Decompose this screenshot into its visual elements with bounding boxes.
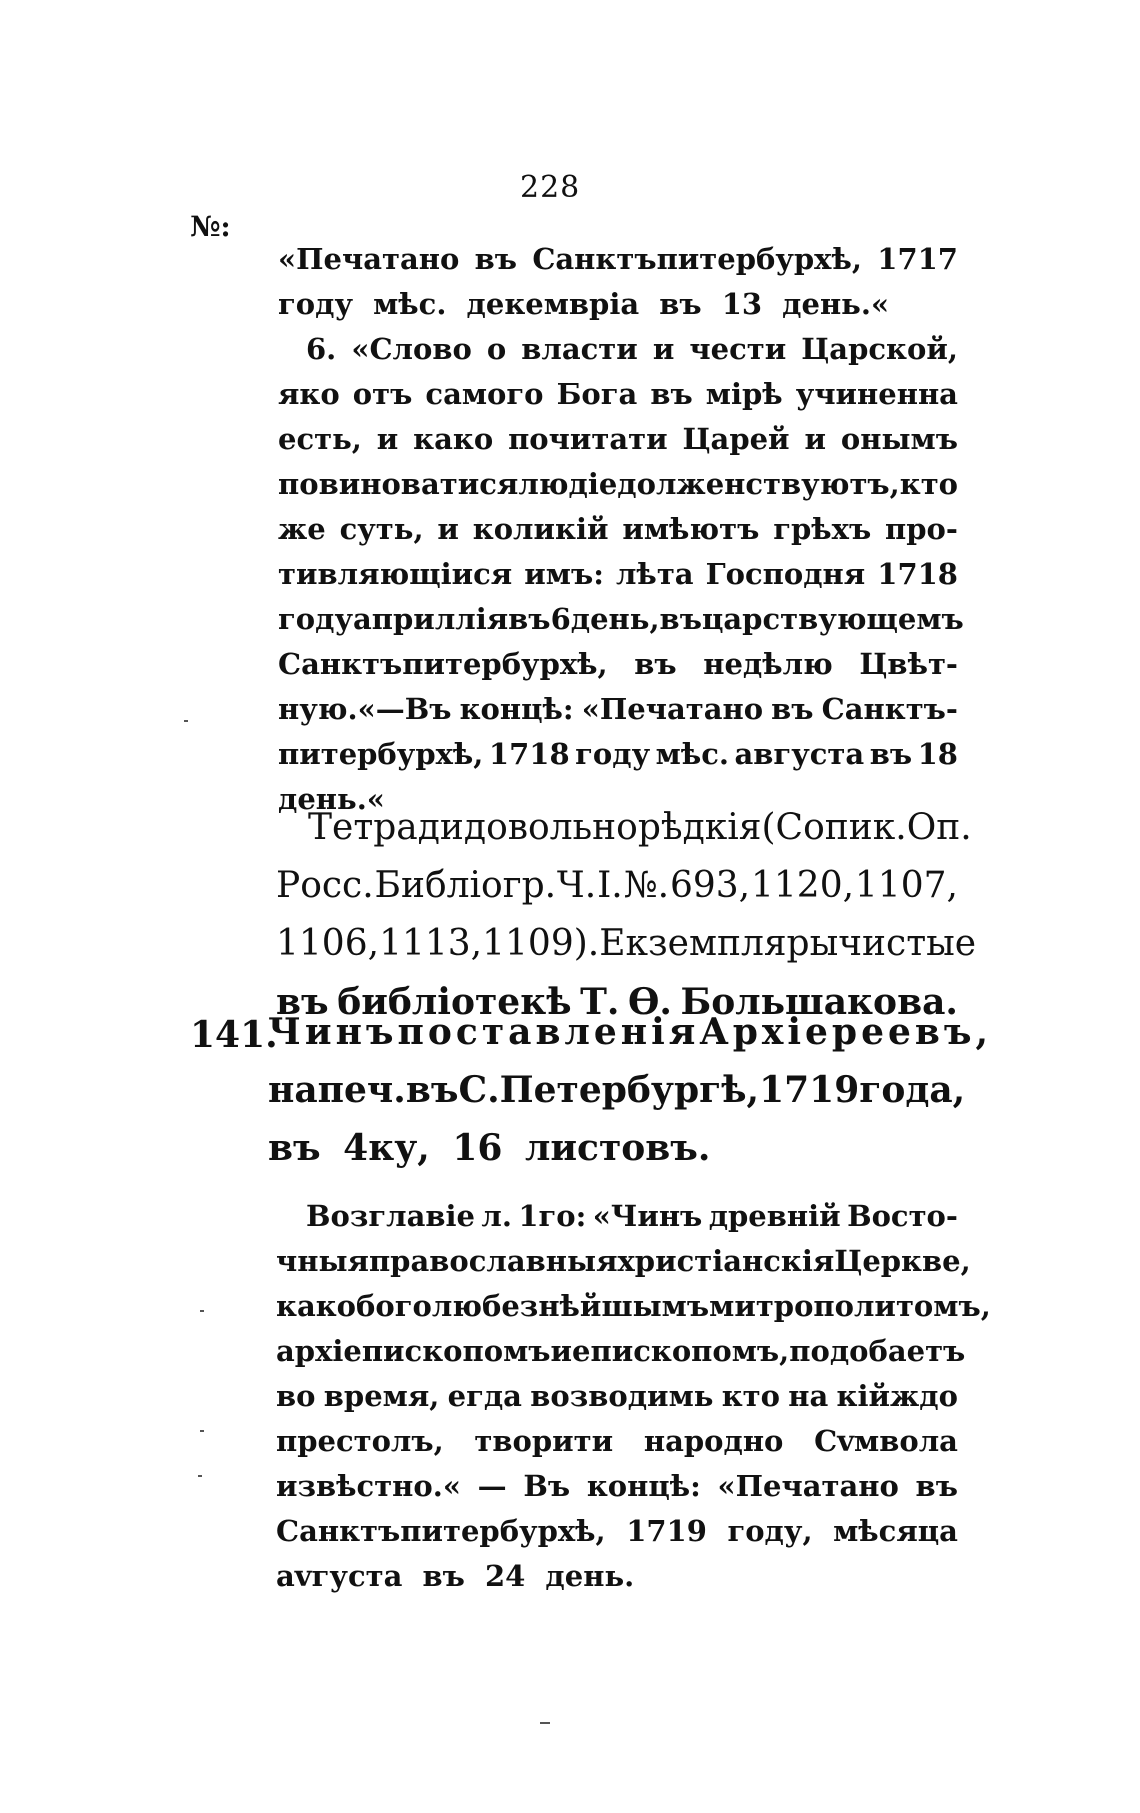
scan-speck: [200, 1430, 204, 1432]
word: царствующемъ: [701, 602, 964, 636]
word: Екземпляры: [599, 923, 839, 964]
word: возводимь: [530, 1379, 714, 1413]
word: 6: [550, 602, 571, 636]
word: Оп.: [906, 807, 972, 848]
word: Тетради: [308, 807, 464, 848]
word: Росс.: [276, 865, 374, 906]
scan-speck: [198, 1475, 202, 1477]
word: —: [477, 1469, 507, 1503]
word: боголюбезнѣйшымъ: [356, 1289, 710, 1323]
word: априллія: [353, 602, 509, 636]
word: власти: [521, 332, 638, 366]
word: году: [575, 737, 651, 771]
word: Санктъпитербурхѣ,: [278, 647, 608, 681]
text-line: [276, 1244, 971, 1278]
word: мѣс.: [655, 737, 729, 771]
word: Санктъпитербурхѣ,: [276, 1514, 606, 1548]
text-line: [278, 692, 958, 726]
text-line: [278, 377, 958, 411]
word: Царей: [682, 422, 790, 456]
word: Ч.: [556, 865, 597, 906]
word: 6.: [306, 332, 337, 366]
text-line: [276, 1469, 958, 1503]
word: 1719: [626, 1514, 707, 1548]
word: долженствуютъ,: [617, 467, 900, 501]
scan-speck: [184, 720, 188, 722]
word: повиноватися: [278, 467, 519, 501]
word: митрополитомъ,: [709, 1289, 991, 1323]
text-line: [278, 467, 959, 501]
scan-speck: [540, 1722, 550, 1724]
text-line: [278, 557, 958, 591]
word: №.: [623, 865, 670, 906]
word: во: [276, 1379, 316, 1413]
word: «Чинъ: [592, 1199, 703, 1233]
text-line: [276, 1334, 966, 1368]
word: архіепископомъ: [276, 1334, 551, 1368]
word: въ: [508, 602, 551, 636]
word: въ: [915, 1469, 958, 1503]
word: имѣютъ: [622, 512, 760, 546]
word: въ: [650, 377, 693, 411]
word: Церкве,: [834, 1244, 971, 1278]
text-line: аvгуста въ 24 день.: [276, 1559, 635, 1593]
text-line: [276, 1424, 958, 1458]
word: въ: [474, 242, 518, 276]
word: 1717: [877, 242, 958, 276]
word: 1120,: [750, 865, 855, 906]
text-line: [306, 1199, 958, 1233]
word: 1718: [488, 737, 570, 771]
word: Санктъпитербурхѣ,: [532, 242, 862, 276]
word: С.: [458, 1069, 500, 1111]
word: чистые: [838, 923, 977, 964]
text-line: году мѣс. декемвріа въ 13 день.«: [278, 287, 890, 321]
word: онымъ: [840, 422, 958, 456]
word: 693,: [669, 865, 751, 906]
word: Господня: [705, 557, 866, 591]
word: православныя: [368, 1244, 618, 1278]
word: августа: [734, 737, 865, 771]
word: въ: [405, 1069, 459, 1111]
word: мірѣ: [705, 377, 783, 411]
word: 1719: [759, 1069, 860, 1111]
word: отъ: [352, 377, 413, 411]
word: имъ:: [524, 557, 604, 591]
word: Большакова.: [680, 981, 958, 1023]
word: 1113,: [379, 923, 483, 964]
word: поставленія: [397, 1011, 700, 1053]
page-number: 228: [520, 170, 581, 205]
word: недѣлю: [703, 647, 833, 681]
word: Чинъ: [268, 1011, 398, 1053]
word: народно: [643, 1424, 784, 1458]
word: есть,: [278, 422, 362, 456]
word: кто: [899, 467, 959, 501]
word: христіанскія: [617, 1244, 835, 1278]
word: о: [486, 332, 507, 366]
word: же: [278, 512, 326, 546]
word: Цвѣт-: [859, 647, 958, 681]
word: чныя: [276, 1244, 369, 1278]
text-line: [278, 602, 964, 636]
word: яко: [278, 377, 340, 411]
word: 18: [917, 737, 958, 771]
word: и: [804, 422, 826, 456]
entry-title-line: [268, 1069, 966, 1111]
word: Бога: [556, 377, 638, 411]
margin-marker: №:: [190, 210, 231, 243]
word: Петербургѣ,: [499, 1069, 760, 1111]
word: довольно: [463, 807, 638, 848]
word: л.: [481, 1199, 512, 1233]
word: въ: [869, 737, 913, 771]
word: «Печатано: [717, 1469, 899, 1503]
word: чести: [689, 332, 787, 366]
word: почитати: [508, 422, 668, 456]
word: въ: [634, 647, 677, 681]
word: подобаетъ: [789, 1334, 966, 1368]
word: престолъ,: [276, 1424, 444, 1458]
word: лѣта: [615, 557, 694, 591]
word: и: [550, 1334, 573, 1368]
word: года,: [859, 1069, 966, 1111]
text-line: [308, 807, 972, 848]
word: библіотекѣ: [337, 981, 572, 1023]
word: и: [437, 512, 459, 546]
text-line: [278, 242, 958, 276]
word: и: [652, 332, 675, 366]
word: «Слово: [351, 332, 472, 366]
text-line: день.«: [278, 782, 385, 816]
word: творити: [474, 1424, 614, 1458]
word: кто: [721, 1379, 780, 1413]
word: грѣхъ: [773, 512, 872, 546]
text-line: [276, 923, 977, 964]
word: людіе: [518, 467, 618, 501]
scan-speck: [200, 1310, 204, 1312]
word: Возглавіе: [306, 1199, 475, 1233]
word: (Сопик.: [761, 807, 907, 848]
entry-title-line: [268, 1011, 993, 1053]
text-line: [276, 865, 958, 906]
word: древній: [708, 1199, 841, 1233]
word: самого: [425, 377, 544, 411]
word: како: [413, 422, 494, 456]
word: Въ: [523, 1469, 571, 1503]
word: Санктъ-: [821, 692, 958, 726]
word: на: [788, 1379, 829, 1413]
word: году,: [727, 1514, 813, 1548]
word: году: [278, 602, 354, 636]
word: Библіогр.: [374, 865, 557, 906]
word: извѣстно.«: [276, 1469, 461, 1503]
word: Архіереевъ,: [699, 1011, 993, 1053]
entry-title-line: въ 4ку, 16 листовъ.: [268, 1127, 711, 1169]
text-line: [276, 1379, 958, 1413]
word: 1го:: [518, 1199, 587, 1233]
word: въ: [276, 981, 329, 1023]
word: «Печатано: [581, 692, 764, 726]
word: день,: [570, 602, 660, 636]
word: како: [276, 1289, 357, 1323]
word: въ: [771, 692, 814, 726]
word: коликій: [472, 512, 609, 546]
word: время,: [323, 1379, 440, 1413]
text-line: [276, 1289, 991, 1323]
word: тивляющіися: [278, 557, 513, 591]
word: епископомъ,: [572, 1334, 790, 1368]
word: рѣдкія: [637, 807, 762, 848]
word: учиненна: [795, 377, 958, 411]
text-line: [276, 1514, 958, 1548]
word: I.: [597, 865, 623, 906]
entry-number: 141.: [190, 1014, 278, 1056]
word: про-: [885, 512, 958, 546]
text-line: [306, 332, 958, 366]
word: Восто-: [847, 1199, 958, 1233]
word: питербурхѣ,: [278, 737, 484, 771]
text-line: [278, 512, 958, 546]
word: ную.«—Въ: [278, 692, 452, 726]
word: концѣ:: [459, 692, 574, 726]
word: суть,: [339, 512, 424, 546]
word: 1109).: [482, 923, 600, 964]
word: Т.: [580, 981, 620, 1023]
word: егда: [447, 1379, 522, 1413]
text-line: [278, 647, 958, 681]
word: въ: [659, 602, 702, 636]
word: Сvмвола: [814, 1424, 958, 1458]
word: 1718: [877, 557, 958, 591]
word: концѣ:: [586, 1469, 701, 1503]
word: 1106,: [276, 923, 380, 964]
word: кійждо: [836, 1379, 958, 1413]
word: напеч.: [268, 1069, 406, 1111]
text-line: [278, 422, 958, 456]
word: 1107,: [854, 865, 958, 906]
word: мѣсяца: [833, 1514, 958, 1548]
word: Царской,: [801, 332, 958, 366]
word: Ѳ.: [627, 981, 672, 1023]
text-line: [278, 737, 958, 771]
word: и: [376, 422, 399, 456]
word: «Печатано: [278, 242, 460, 276]
